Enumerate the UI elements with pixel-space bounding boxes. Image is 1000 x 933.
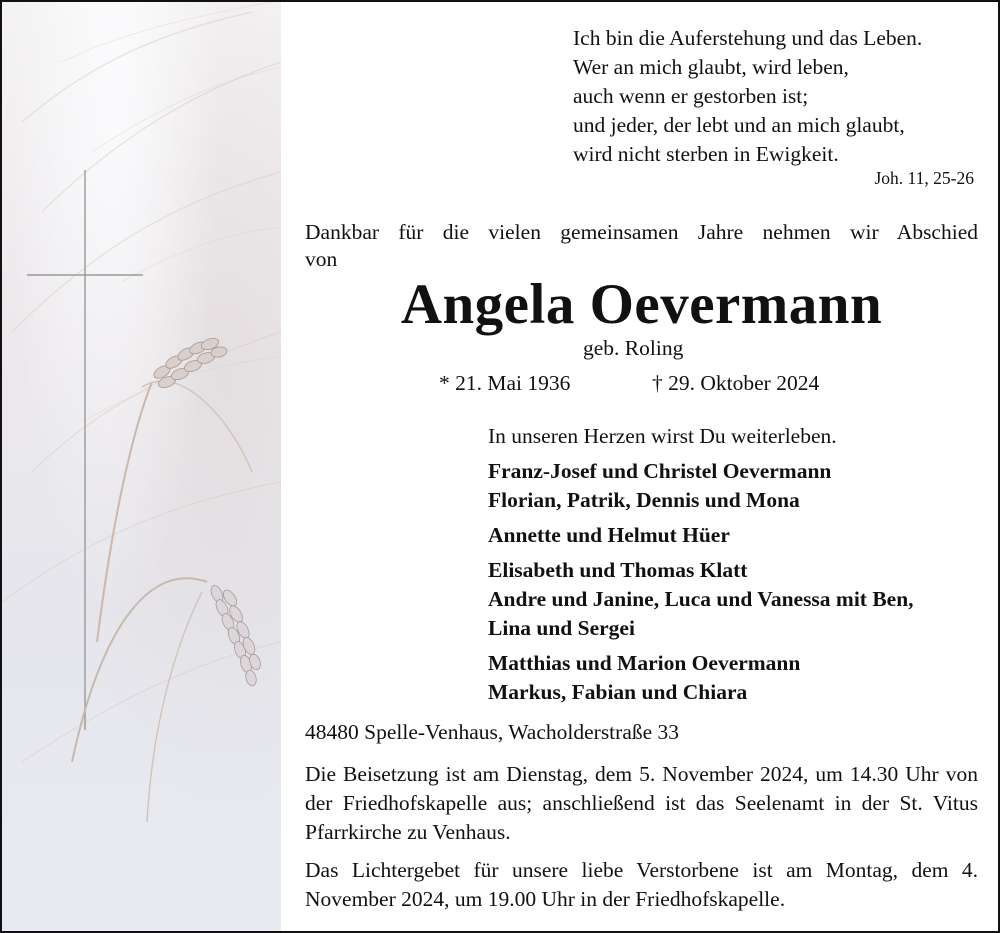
mourner-line: Florian, Patrik, Dennis und Mona [488,488,800,512]
mourner-line: Matthias und Marion Oevermann [488,651,801,675]
mourner-line: Elisabeth und Thomas Klatt [488,558,748,582]
family-address: 48480 Spelle-Venhaus, Wacholderstraße 33 [305,720,680,744]
bible-quote [573,24,973,169]
mourner-line: Lina und Sergei [488,616,635,640]
mourner-group [488,457,914,515]
birth-name: geb. Roling [583,336,684,360]
wheat-illustration [2,2,281,931]
mourner-line: Andre und Janine, Luca und Vanessa mit Ben, [488,587,914,611]
mourner-line: Markus, Fabian und Chiara [488,680,748,704]
quote-line: auch wenn er gestorben ist; [573,84,809,108]
mourner-group [488,556,914,643]
mourner-group [488,521,914,550]
quote-line: wird nicht sterben in Ewigkeit. [573,142,839,166]
funeral-details: Die Beisetzung ist am Dienstag, dem 5. November 2024, um 14.30 Uhr von der Friedhofskapelle aus; anschließend ist das Seelenamt in der St. Vitus Pfarrkirche zu Venhaus. [305,762,978,844]
mourner-line: Franz-Josef und Christel Oevermann [488,459,832,483]
prayer-details: Das Lichtergebet für unsere liebe Verstorbene ist am Montag, dem 4. November 2024, um 19.00 Uhr in der Friedhofskapelle. [305,858,978,911]
life-dates [439,371,820,396]
quote-line: und jeder, der lebt und an mich glaubt, [573,113,905,137]
decorative-wheat-panel [2,2,281,931]
quote-line: Ich bin die Auferstehung und das Leben. [573,26,923,50]
birth-date: * 21. Mai 1936 [439,371,571,395]
mourner-group [488,649,914,707]
mourners-list [488,422,914,707]
mourners-heading: In unseren Herzen wirst Du weiterleben. [488,424,837,448]
death-date: † 29. Oktober 2024 [652,371,820,395]
deceased-name: Angela Oevermann [400,273,883,336]
mourner-line: Annette und Helmut Hüer [488,523,730,547]
quote-reference: Joh. 11, 25-26 [874,168,974,188]
quote-line: Wer an mich glaubt, wird leben, [573,55,849,79]
intro-text-continued: von [305,247,338,271]
intro-text: Dankbar für die vielen gemeinsamen Jahre nehmen wir Abschied [305,220,978,244]
